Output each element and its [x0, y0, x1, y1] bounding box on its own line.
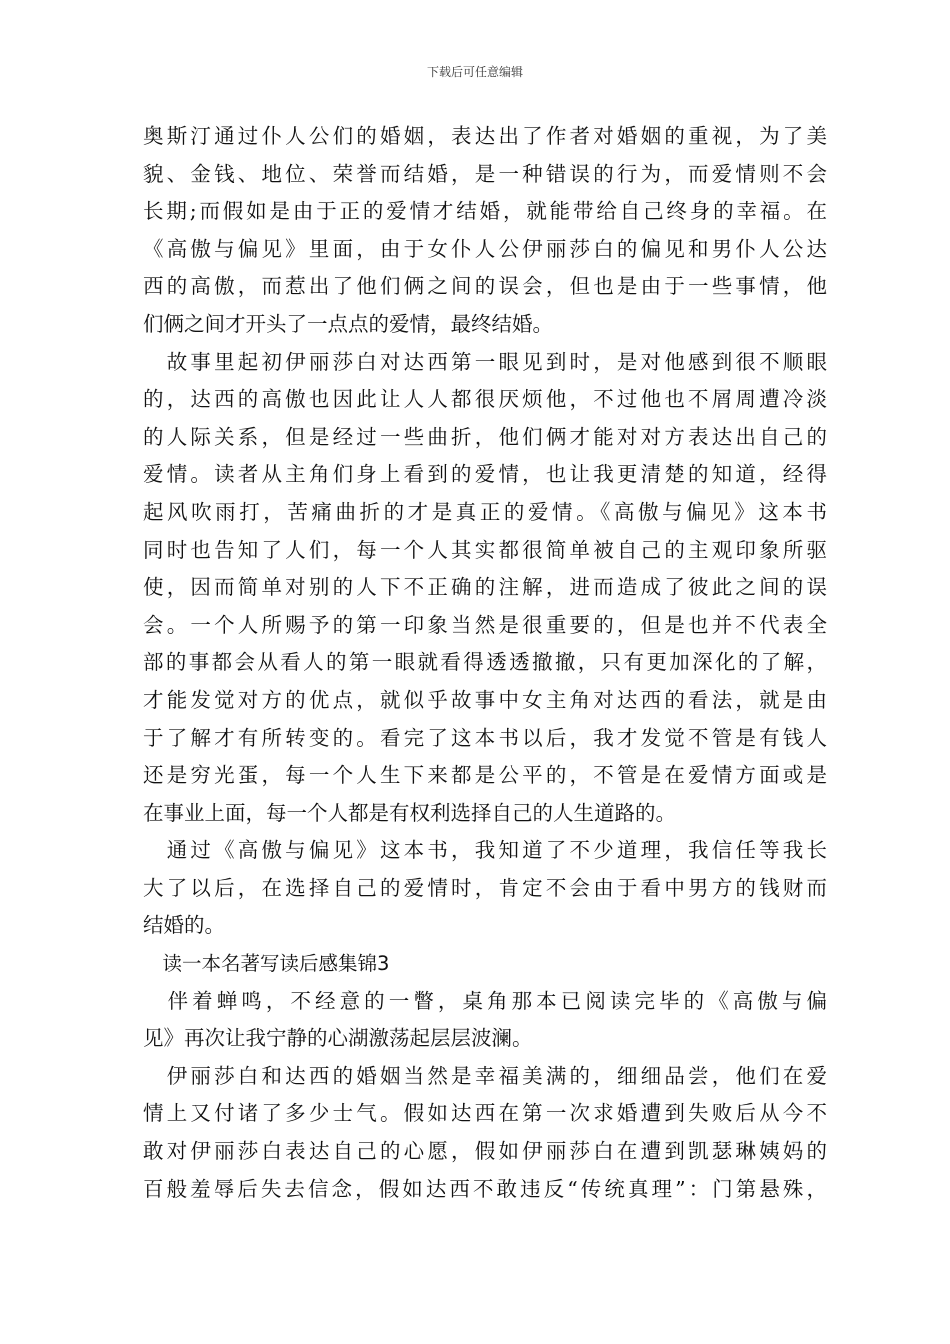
text-line: 部的事都会从看人的第一眼就看得透透撤撤，只有更加深化的了解， [143, 650, 827, 675]
text-line: 起风吹雨打，苦痛曲折的才是真正的爱情。《高傲与偏见》这本书 [143, 499, 827, 524]
text-line: 才能发觉对方的优点，就似乎故事中女主角对达西的看法，就是由 [143, 687, 827, 712]
text-line: 们俩之间才开头了一点点的爱情，最终结婚。 [143, 311, 553, 336]
text-line: 奥斯汀通过仆人公们的婚姻，表达出了作者对婚姻的重视，为了美 [143, 124, 827, 148]
text-line: 使，因而简单对别的人下不正确的注解，进而造成了彼此之间的误 [143, 575, 827, 600]
text-line: 的，达西的高傲也因此让人人都很厌烦他，不过他也不屑周遭冷淡 [143, 387, 827, 412]
text-line: 在事业上面，每一个人都是有权利选择自己的人生道路的。 [143, 800, 676, 825]
text-line: 爱情。读者从主角们身上看到的爱情，也让我更清楚的知道，经得 [143, 462, 827, 487]
text-line: 貌、金钱、地位、荣誉而结婚，是一种错误的行为，而爱情则不会 [143, 161, 827, 186]
section-heading: 读一本名著写读后感集锦3 [143, 952, 390, 976]
text-line: 见》再次让我宁静的心湖激荡起层层波澜。 [143, 1026, 533, 1051]
text-line: 百般羞辱后失去信念，假如达西不敢违反“传统真理”：门第悬殊， [143, 1176, 827, 1201]
text-line: 伴着蝉鸣，不经意的一瞥，桌角那本已阅读完毕的《高傲与偏 [143, 988, 827, 1013]
text-line: 还是穷光蛋，每一个人生下来都是公平的，不管是在爱情方面或是 [143, 763, 827, 788]
text-line: 长期;而假如是由于正的爱情才结婚，就能带给自己终身的幸福。在 [143, 199, 827, 224]
document-body [143, 118, 827, 1208]
text-line: 故事里起初伊丽莎白对达西第一眼见到时，是对他感到很不顺眼 [143, 349, 827, 374]
text-line: 敢对伊丽莎白表达自己的心愿，假如伊丽莎白在遭到凯瑟琳姨妈的 [143, 1139, 827, 1164]
text-line: 的人际关系，但是经过一些曲折，他们俩才能对对方表达出自己的 [143, 424, 827, 449]
text-line: 伊丽莎白和达西的婚姻当然是幸福美满的，细细品尝，他们在爱 [143, 1063, 827, 1088]
text-line: 西的高傲，而惹出了他们俩之间的误会，但也是由于一些事情，他 [143, 274, 827, 299]
text-line: 会。一个人所赐予的第一印象当然是很重要的，但是也并不代表全 [143, 612, 827, 637]
page-header: 下载后可任意编辑 [426, 65, 523, 79]
text-line: 情上又付诸了多少士气。假如达西在第一次求婚遭到失败后从今不 [143, 1101, 827, 1126]
text-line: 同时也告知了人们，每一个人其实都很简单被自己的主观印象所驱 [143, 537, 827, 562]
text-line: 大了以后，在选择自己的爱情时，肯定不会由于看中男方的钱财而 [143, 875, 827, 900]
text-line: 结婚的。 [143, 913, 225, 938]
text-line: 通过《高傲与偏见》这本书，我知道了不少道理，我信任等我长 [143, 838, 827, 863]
text-line: 《高傲与偏见》里面，由于女仆人公伊丽莎白的偏见和男仆人公达 [143, 236, 827, 261]
text-line: 于了解才有所转变的。看完了这本书以后，我才发觉不管是有钱人 [143, 725, 827, 750]
